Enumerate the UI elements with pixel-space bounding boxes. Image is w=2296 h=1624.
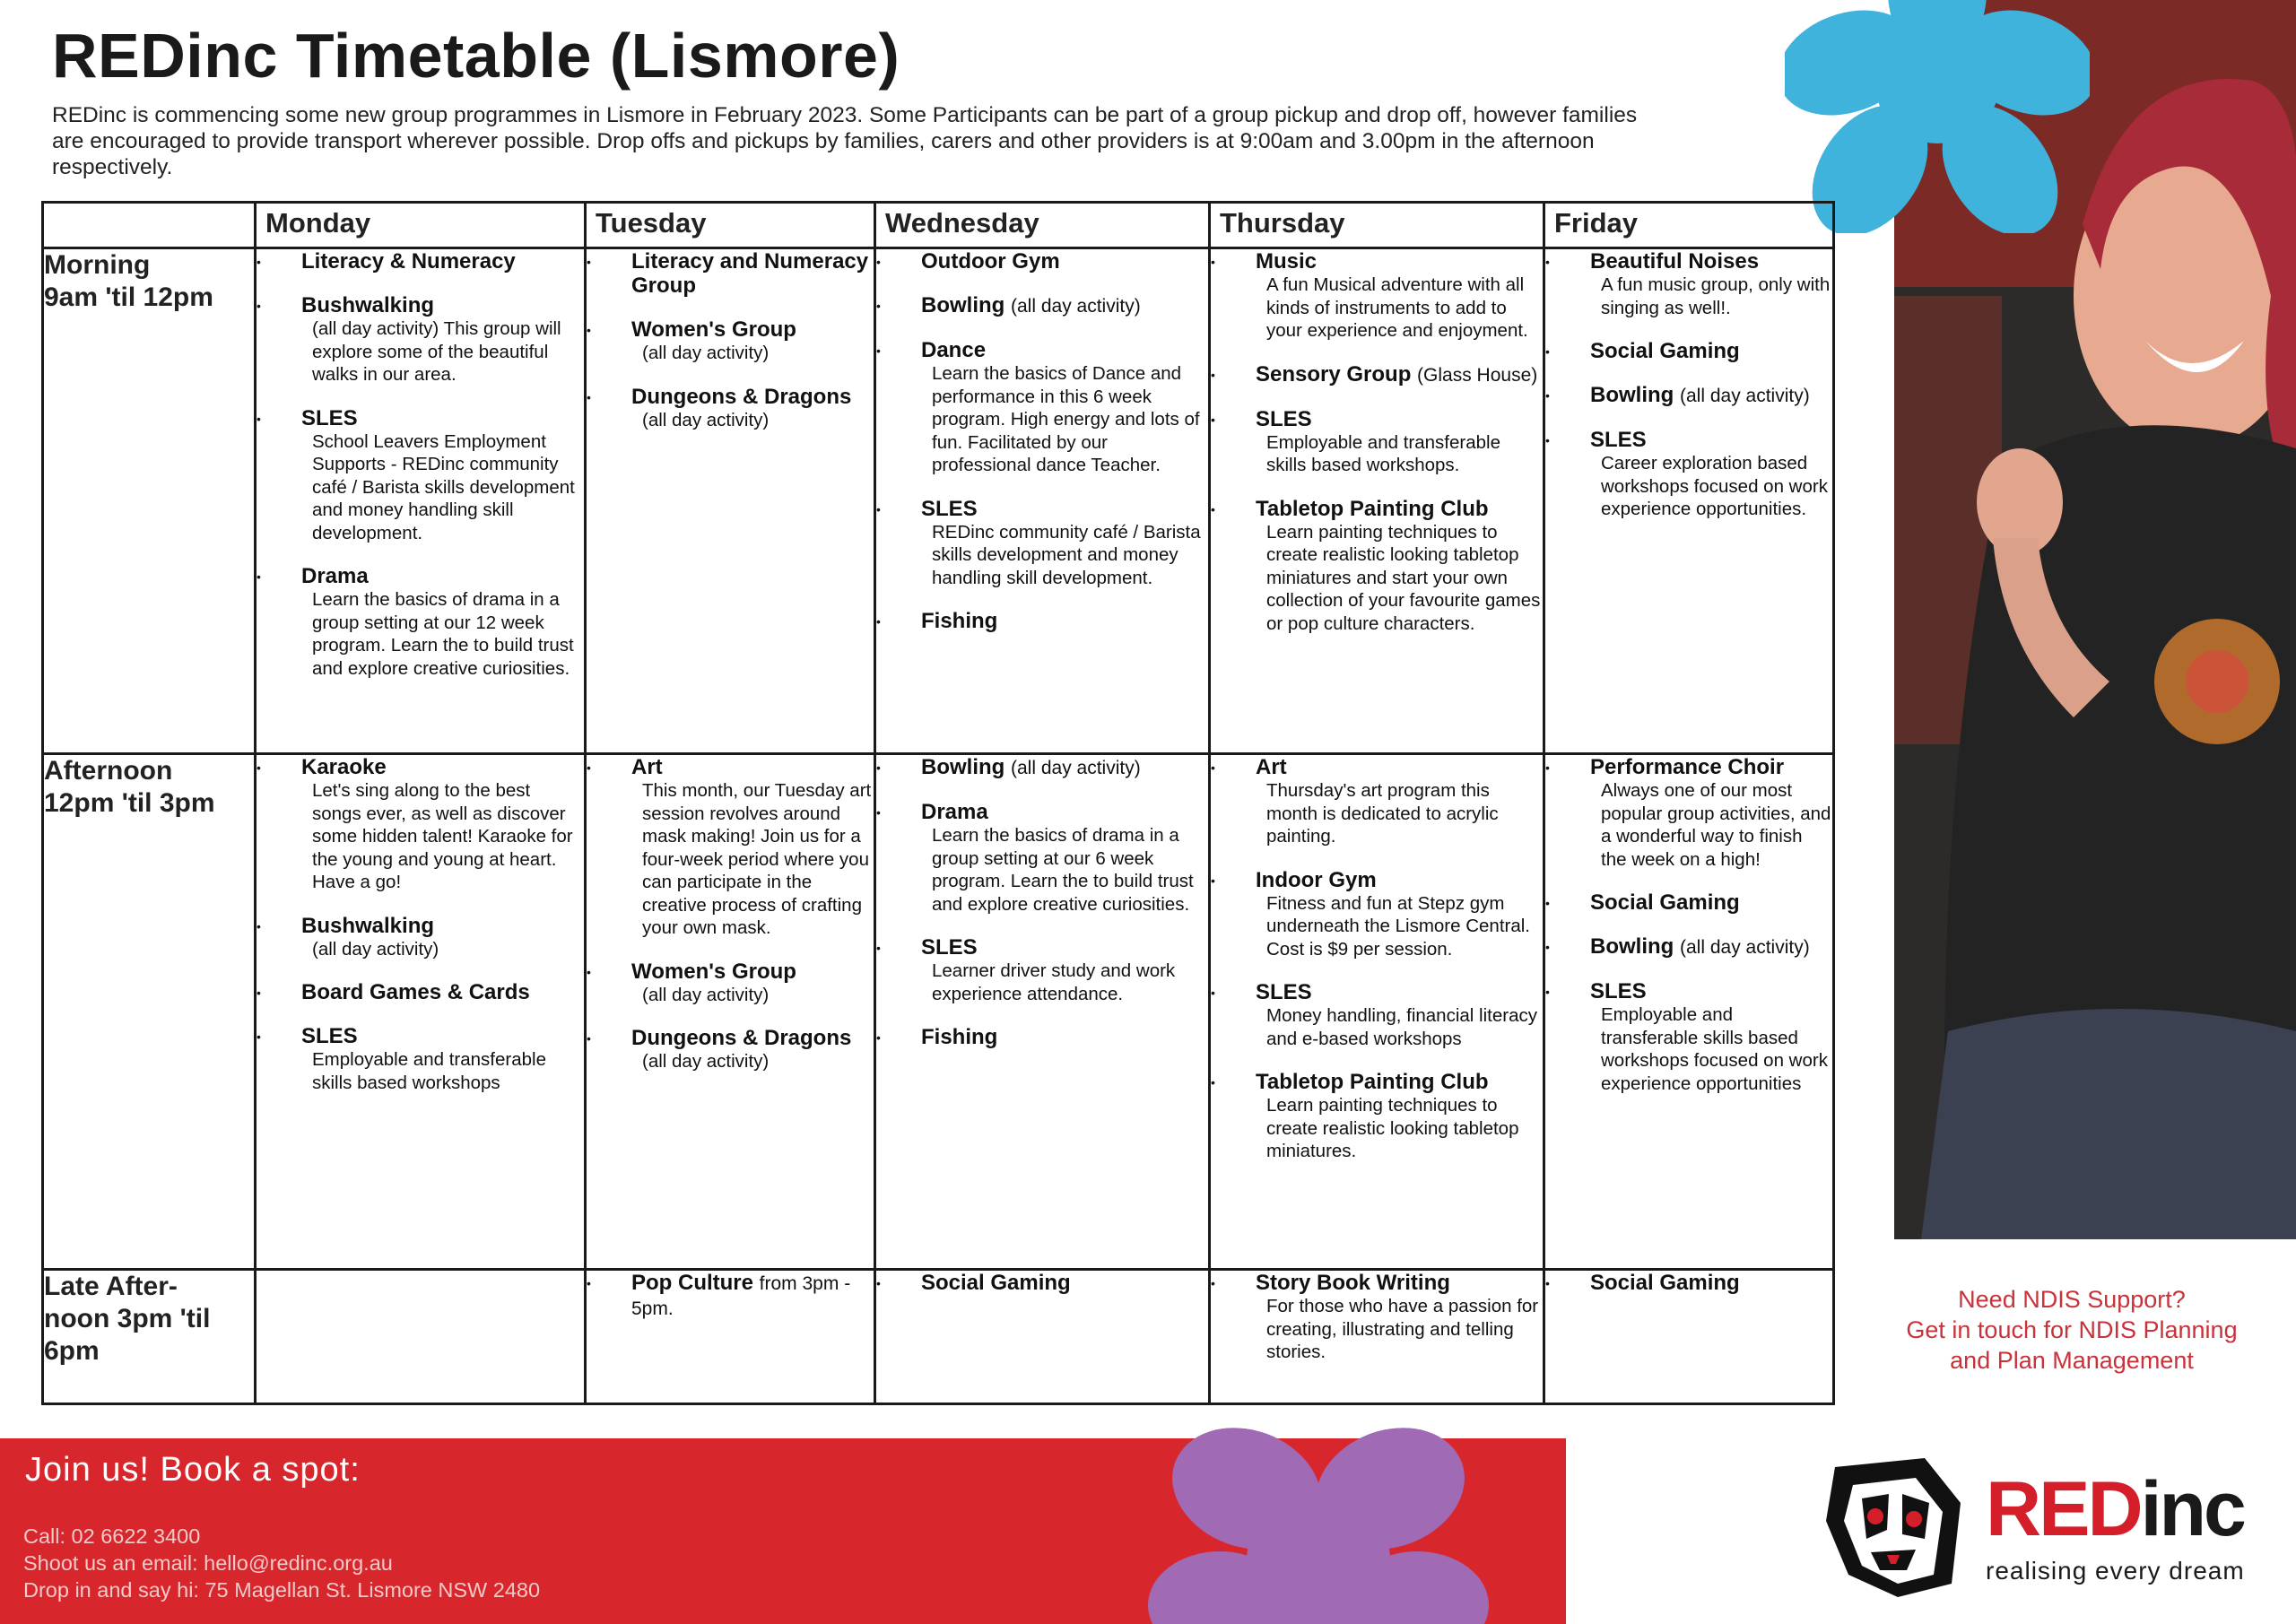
day-header-friday: Friday — [1544, 203, 1834, 248]
activity-item — [1211, 980, 1543, 1050]
wordmark-inc: inc — [2140, 1466, 2244, 1552]
activity-name: Indoor Gym — [1256, 867, 1377, 892]
activity-title — [301, 564, 584, 588]
activity-title — [921, 935, 1208, 960]
activity-item — [876, 1025, 1208, 1049]
activity-item — [876, 609, 1208, 633]
activity-item — [1211, 1271, 1543, 1364]
activity-name: Board Games & Cards — [301, 980, 530, 1004]
activity-name: Drama — [301, 564, 369, 588]
activity-name: Bushwalking — [301, 293, 435, 317]
activity-note: (all day activity) — [1011, 296, 1141, 317]
activity-title — [1590, 755, 1832, 779]
contact-footer — [0, 1438, 1566, 1624]
activity-name: Literacy and Numeracy Group — [631, 249, 869, 298]
activity-title — [921, 497, 1208, 521]
activity-item — [1211, 868, 1543, 961]
activity-title — [1256, 868, 1543, 892]
activity-item — [876, 497, 1208, 590]
ndis-line-3: and Plan Management — [1950, 1347, 2194, 1374]
activity-name: Social Gaming — [1590, 1271, 1740, 1295]
activity-name: Dungeons & Dragons — [631, 384, 852, 409]
timetable-cell-tuesday-morning — [586, 248, 875, 754]
timetable-cell-friday-late-afternoon — [1544, 1270, 1834, 1404]
activity-description: A fun music group, only with singing as well!. — [1601, 274, 1831, 318]
activity-name: SLES — [1256, 406, 1312, 431]
day-header-wednesday: Wednesday — [875, 203, 1210, 248]
activity-description: Career exploration based workshops focused on work experience opportunities. — [1601, 453, 1828, 519]
activity-title — [1256, 407, 1543, 431]
activity-item — [876, 800, 1208, 916]
activity-note: (all day activity) — [1011, 758, 1141, 778]
activity-title — [1590, 339, 1832, 363]
activity-name: Sensory Group — [1256, 361, 1412, 386]
activity-title — [631, 249, 874, 298]
activity-name: SLES — [1590, 428, 1647, 452]
activity-name: Social Gaming — [921, 1271, 1071, 1295]
activity-title — [631, 755, 874, 779]
activity-title — [1590, 979, 1832, 1003]
activity-item — [257, 406, 584, 545]
activity-item — [876, 338, 1208, 477]
footer-address: Drop in and say hi: 75 Magellan St. Lismore NSW 2480 — [23, 1578, 541, 1602]
activity-name: Dance — [921, 338, 987, 362]
timetable-cell-friday-afternoon — [1544, 754, 1834, 1270]
activity-item — [876, 1271, 1208, 1295]
activity-title — [301, 755, 584, 779]
footer-email[interactable]: Shoot us an email: hello@redinc.org.au — [23, 1551, 393, 1575]
activity-description: (all day activity) — [642, 409, 770, 430]
activity-item — [876, 293, 1208, 318]
activity-name: Performance Choir — [1590, 755, 1785, 779]
activity-name: Story Book Writing — [1256, 1271, 1450, 1295]
activity-title — [921, 609, 1208, 633]
activity-title — [1590, 249, 1832, 274]
activity-item — [587, 249, 874, 298]
activity-item — [257, 293, 584, 386]
activity-item — [1545, 383, 1832, 408]
activity-item — [1211, 407, 1543, 477]
activity-name: Pop Culture — [631, 1271, 753, 1295]
activity-item — [257, 1024, 584, 1094]
activity-title — [1256, 1070, 1543, 1094]
activity-item — [587, 317, 874, 365]
activity-name: Bowling — [921, 293, 1005, 317]
activity-title — [1590, 428, 1832, 452]
activity-title — [921, 1025, 1208, 1049]
activity-description: (all day activity) — [642, 984, 770, 1005]
activity-description: Learn the basics of drama in a group setting at our 12 week program. Learn the to build trust and explore creative curiosities. — [312, 589, 574, 679]
activity-title — [1256, 1271, 1543, 1295]
timetable-cell-thursday-late-afternoon — [1210, 1270, 1544, 1404]
footer-phone[interactable]: Call: 02 6622 3400 — [23, 1524, 201, 1548]
activity-title — [921, 1271, 1208, 1295]
timeslot-label: Late After- noon 3pm 'til 6pm — [43, 1270, 256, 1404]
timetable-cell-tuesday-afternoon — [586, 754, 875, 1270]
activity-description: REDinc community café / Barista skills development and money handling skill development. — [932, 521, 1201, 588]
activity-note: (all day activity) — [1680, 937, 1810, 958]
activity-title — [631, 1026, 874, 1050]
activity-name: Fishing — [921, 1025, 998, 1049]
activity-title — [1256, 249, 1543, 274]
timetable-grid — [41, 201, 1835, 1405]
day-header-monday: Monday — [256, 203, 586, 248]
activity-item — [1211, 362, 1543, 387]
corner-cell — [43, 203, 256, 248]
activity-name: SLES — [921, 496, 978, 521]
timetable-cell-monday-late-afternoon — [256, 1270, 586, 1404]
activity-title — [921, 800, 1208, 824]
activity-item — [1211, 249, 1543, 343]
activity-title — [1590, 383, 1832, 408]
activity-item — [257, 564, 584, 680]
day-header-thursday: Thursday — [1210, 203, 1544, 248]
activity-title — [631, 960, 874, 984]
activity-item — [1545, 755, 1832, 871]
activity-description: Learn the basics of drama in a group setting at our 6 week program. Learn the to build trust and explore creative curiosities. — [932, 825, 1194, 915]
activity-item — [1545, 1271, 1832, 1295]
activity-item — [587, 385, 874, 432]
activity-description: Learn painting techniques to create realistic looking tabletop miniatures and start your own collection of your favourite games or pop culture characters. — [1266, 521, 1541, 634]
activity-name: Drama — [921, 800, 988, 824]
activity-name: SLES — [1256, 980, 1312, 1004]
activity-note: from 3pm - 5pm. — [631, 1273, 851, 1319]
activity-name: SLES — [301, 405, 358, 430]
activity-title — [301, 980, 584, 1004]
activity-description: (all day activity) — [642, 343, 770, 363]
activity-item — [257, 755, 584, 894]
timetable-cell-thursday-afternoon — [1210, 754, 1544, 1270]
activity-name: Art — [631, 755, 663, 779]
activity-item — [1545, 249, 1832, 319]
activity-name: SLES — [1590, 979, 1647, 1003]
timeslot-row-morning — [43, 248, 1834, 754]
activity-title — [631, 1271, 874, 1321]
wordmark-red: RED — [1986, 1466, 2141, 1552]
activity-item — [1545, 934, 1832, 960]
timeslot-label: Afternoon 12pm 'til 3pm — [43, 754, 256, 1270]
timetable-cell-tuesday-late-afternoon — [586, 1270, 875, 1404]
activity-name: Social Gaming — [1590, 890, 1740, 915]
activity-description: Let's sing along to the best songs ever, as well as discover some hidden talent! Karaoke for the young and young at heart. Have a go! — [312, 780, 573, 892]
timetable-cell-thursday-morning — [1210, 248, 1544, 754]
activity-item — [876, 935, 1208, 1005]
activity-item — [587, 1026, 874, 1073]
activity-name: Beautiful Noises — [1590, 249, 1760, 274]
activity-name: Bowling — [1590, 383, 1674, 407]
activity-description: For those who have a passion for creating, illustrating and telling stories. — [1266, 1296, 1539, 1362]
activity-name: Tabletop Painting Club — [1256, 1070, 1489, 1094]
activity-item — [1545, 890, 1832, 915]
activity-item — [1211, 1070, 1543, 1163]
activity-title — [1590, 934, 1832, 960]
activity-name: Bowling — [921, 755, 1005, 779]
logo-tagline: realising every dream — [1986, 1557, 2245, 1585]
redinc-mask-logo-icon — [1817, 1449, 1970, 1602]
activity-title — [1256, 362, 1543, 387]
timetable-cell-wednesday-late-afternoon — [875, 1270, 1210, 1404]
activity-title — [301, 1024, 584, 1048]
timeslot-label: Morning 9am 'til 12pm — [43, 248, 256, 754]
activity-description: Thursday's art program this month is dedicated to acrylic painting. — [1266, 780, 1499, 847]
activity-title — [921, 249, 1208, 274]
activity-title — [301, 249, 584, 274]
activity-note: (all day activity) — [1680, 386, 1810, 406]
activity-name: Women's Group — [631, 317, 796, 342]
activity-item — [257, 249, 584, 274]
activity-name: SLES — [921, 935, 978, 960]
activity-name: SLES — [301, 1024, 358, 1048]
activity-title — [921, 293, 1208, 318]
day-header-tuesday: Tuesday — [586, 203, 875, 248]
activity-note: (Glass House) — [1417, 364, 1538, 386]
activity-description: Employable and transferable skills based workshops. — [1266, 431, 1500, 475]
activity-title — [1590, 890, 1832, 915]
activity-name: Tabletop Painting Club — [1256, 496, 1489, 521]
activity-title — [301, 293, 584, 317]
activity-name: Fishing — [921, 609, 998, 633]
activity-title — [301, 406, 584, 430]
activity-description: Learner driver study and work experience attendance. — [932, 960, 1176, 1004]
activity-description: Learn painting techniques to create realistic looking tabletop miniatures. — [1266, 1095, 1519, 1161]
timeslot-row-late-afternoon — [43, 1270, 1834, 1404]
activity-title — [1590, 1271, 1832, 1295]
timetable-cell-monday-morning — [256, 248, 586, 754]
timetable-cell-wednesday-morning — [875, 248, 1210, 754]
activity-title — [1256, 980, 1543, 1004]
timetable-cell-friday-morning — [1544, 248, 1834, 754]
activity-item — [1545, 979, 1832, 1095]
activity-name: Outdoor Gym — [921, 249, 1060, 274]
footer-heading: Join us! Book a spot: — [25, 1451, 361, 1489]
activity-item — [1545, 428, 1832, 521]
activity-name: Music — [1256, 249, 1318, 274]
page-title: REDinc Timetable (Lismore) — [52, 21, 900, 91]
timetable-cell-wednesday-afternoon — [875, 754, 1210, 1270]
day-header-row — [43, 203, 1834, 248]
activity-title — [1256, 755, 1543, 779]
ndis-callout — [1866, 1284, 2278, 1376]
activity-description: (all day activity) This group will explore some of the beautiful walks in our area. — [312, 318, 561, 385]
activity-title — [631, 385, 874, 409]
activity-title — [1256, 497, 1543, 521]
activity-item — [1211, 755, 1543, 848]
activity-title — [301, 914, 584, 938]
intro-paragraph: REDinc is commencing some new group programmes in Lismore in February 2023. Some Participants can be part of a group pickup and drop off, however families are encouraged to provide transport wherever possible. Drop offs and pickups by families, carers and other providers is at 9:00am and 3.00pm in the afternoon respectively. — [52, 103, 1638, 179]
activity-description: Employable and transferable skills based workshops — [312, 1049, 546, 1093]
activity-item — [587, 960, 874, 1007]
activity-item — [587, 1271, 874, 1321]
activity-description: Learn the basics of Dance and performance in this 6 week program. High energy and lots of fun. Facilitated by our professional dance Teacher. — [932, 363, 1200, 475]
activity-item — [257, 914, 584, 961]
activity-description: (all day activity) — [312, 938, 439, 960]
activity-item — [257, 980, 584, 1004]
activity-description: School Leavers Employment Supports - REDinc community café / Barista skills development and money handling skill development. — [312, 430, 575, 543]
activity-title — [921, 338, 1208, 362]
activity-name: Dungeons & Dragons — [631, 1026, 852, 1050]
activity-description: (all day activity) — [642, 1051, 770, 1072]
activity-item — [876, 755, 1208, 780]
activity-name: Social Gaming — [1590, 339, 1740, 363]
activity-name: Bushwalking — [301, 913, 435, 938]
activity-name: Art — [1256, 755, 1287, 779]
activity-description: Always one of our most popular group activities, and a wonderful way to finish the week on a high! — [1601, 780, 1831, 870]
activity-item — [876, 249, 1208, 274]
activity-name: Karaoke — [301, 755, 387, 779]
decorative-blue-flower — [1785, 0, 2090, 233]
timetable-cell-monday-afternoon — [256, 754, 586, 1270]
activity-item — [587, 755, 874, 940]
activity-title — [921, 755, 1208, 780]
activity-description: Money handling, financial literacy and e-based workshops — [1266, 1005, 1537, 1049]
ndis-line-2: Get in touch for NDIS Planning — [1906, 1316, 2238, 1343]
activity-item — [1545, 339, 1832, 363]
activity-title — [631, 317, 874, 342]
activity-name: Bowling — [1590, 934, 1674, 959]
ndis-line-1: Need NDIS Support? — [1958, 1286, 2186, 1313]
activity-description: A fun Musical adventure with all kinds of instruments to add to your experience and enjoyment. — [1266, 274, 1528, 341]
activity-name: Women's Group — [631, 959, 796, 984]
redinc-wordmark — [1986, 1466, 2244, 1552]
activity-description: This month, our Tuesday art session revolves around mask making! Join us for a four-week period where you can participate in the creative process of crafting your own mask. — [642, 780, 872, 938]
activity-name: Literacy & Numeracy — [301, 249, 516, 274]
activity-item — [1211, 497, 1543, 636]
activity-description: Fitness and fun at Stepz gym underneath the Lismore Central. Cost is $9 per session. — [1266, 892, 1531, 960]
timeslot-row-afternoon — [43, 754, 1834, 1270]
activity-description: Employable and transferable skills based workshops focused on work experience opportunities — [1601, 1004, 1828, 1094]
